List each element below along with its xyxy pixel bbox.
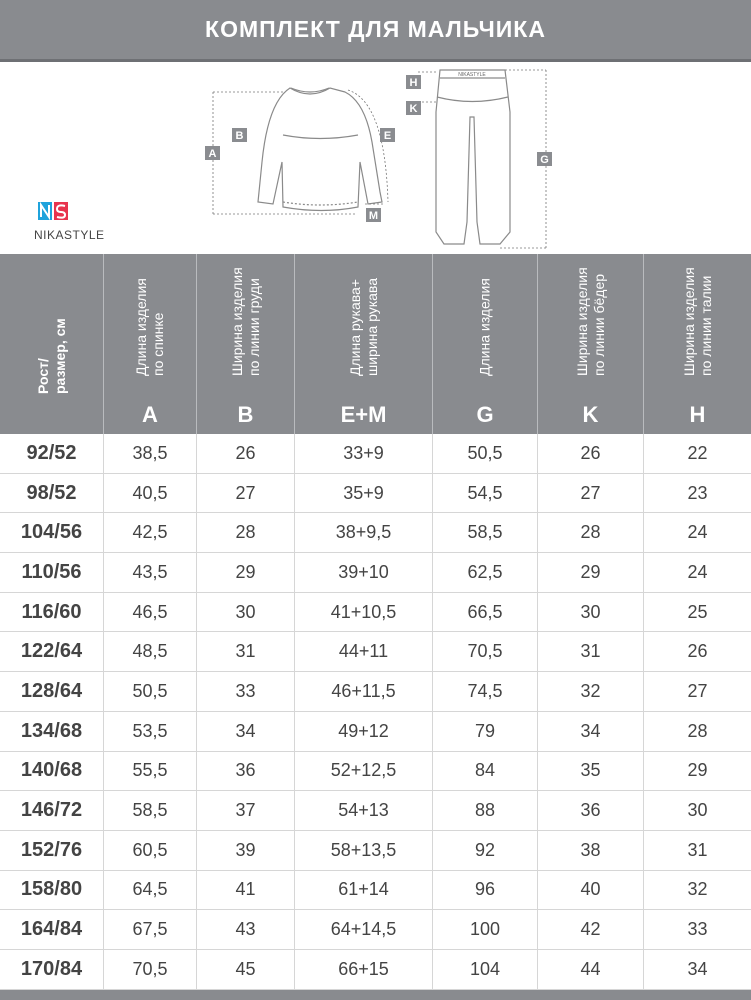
table-row (0, 434, 751, 474)
size-cell: 170/84 (0, 950, 104, 989)
measurement-cell: 42 (538, 910, 644, 949)
table-row (0, 712, 751, 752)
table-row (0, 513, 751, 553)
table-row (0, 831, 751, 871)
measurement-cell: 26 (197, 434, 295, 473)
measurement-cell: 40,5 (104, 474, 197, 513)
measurement-cell: 36 (538, 791, 644, 830)
measurement-cell: 30 (687, 800, 708, 821)
column-header-line: Длина изделия (133, 278, 149, 376)
table-body (0, 434, 751, 990)
measurement-cell: 58+13,5 (295, 831, 433, 870)
measurement-cell: 64+14,5 (295, 910, 433, 949)
table-row (0, 871, 751, 911)
size-cell: 134/68 (0, 712, 104, 751)
column-letter: G (476, 402, 494, 427)
size-cell: 110/56 (0, 553, 104, 592)
measurement-cell: 27 (687, 680, 708, 701)
measurement-cell: 28 (197, 513, 295, 552)
measurement-cell: 50,5 (433, 434, 538, 473)
column-header-label (347, 216, 381, 376)
measurement-cell: 30 (197, 593, 295, 632)
measurement-cell: 34 (538, 712, 644, 751)
size-cell: 146/72 (0, 791, 104, 830)
column-header-label (574, 216, 608, 376)
measurement-cell: 79 (433, 712, 538, 751)
table-row (0, 950, 751, 990)
measurement-cell: 30 (538, 593, 644, 632)
table-header (0, 254, 751, 434)
column-header (433, 254, 538, 434)
label-b-text: B (235, 130, 244, 142)
measurement-cell: 28 (538, 513, 644, 552)
measurement-cell: 61+14 (295, 871, 433, 910)
measurement-cell: 33 (687, 919, 708, 940)
measurement-cell: 44+11 (295, 632, 433, 671)
column-header (197, 254, 295, 434)
column-header-line: Длина изделия (476, 278, 493, 376)
measurement-cell: 100 (433, 910, 538, 949)
column-header-line: по линии груди (245, 278, 262, 376)
measurement-cell: 24 (687, 561, 708, 582)
column-header-line: Ширина изделия (228, 267, 245, 376)
measurement-cell: 24 (687, 522, 708, 543)
measurement-cell: 23 (687, 482, 708, 503)
measurement-cell: 46+11,5 (295, 672, 433, 711)
measurement-cell: 53,5 (104, 712, 197, 751)
label-h-text: H (409, 77, 418, 89)
measurement-cell: 34 (197, 712, 295, 751)
column-header (644, 254, 751, 434)
measurement-cell: 74,5 (433, 672, 538, 711)
column-letter: E+M (340, 402, 387, 427)
shirt-illustration (258, 88, 382, 211)
column-header-line: по линии бёдер (590, 273, 607, 376)
measurement-cell: 31 (687, 839, 708, 860)
measurement-cell: 54,5 (433, 474, 538, 513)
column-letter: A (142, 402, 158, 427)
measurement-cell: 29 (197, 553, 295, 592)
measurement-cell: 27 (197, 474, 295, 513)
title-bar (0, 0, 751, 62)
measurement-cell: 26 (687, 641, 708, 662)
measurement-cell: 66,5 (433, 593, 538, 632)
footer-bar (0, 990, 751, 1000)
measurement-cell: 58,5 (104, 791, 197, 830)
measurement-cell: 45 (197, 950, 295, 989)
measurement-cell: 70,5 (104, 950, 197, 989)
waistband-text: NIKASTYLE (458, 72, 486, 78)
size-cell: 116/60 (0, 593, 104, 632)
column-letter: K (582, 402, 599, 427)
measurement-cell: 49+12 (295, 712, 433, 751)
table-row (0, 474, 751, 514)
measurement-cell: 96 (433, 871, 538, 910)
size-cell: 128/64 (0, 672, 104, 711)
measurement-cell: 38+9,5 (295, 513, 433, 552)
column-letter: H (689, 402, 706, 427)
measurement-cell: 62,5 (433, 553, 538, 592)
measurement-cell: 27 (538, 474, 644, 513)
size-cell: 122/64 (0, 632, 104, 671)
measurement-cell: 40 (538, 871, 644, 910)
measurement-cell: 52+12,5 (295, 752, 433, 791)
measurement-cell: 70,5 (433, 632, 538, 671)
measurement-cell: 37 (197, 791, 295, 830)
measurement-cell: 33+9 (295, 434, 433, 473)
measurement-cell: 34 (687, 958, 708, 979)
shirt-labels (205, 128, 395, 222)
measurement-cell: 35+9 (295, 474, 433, 513)
column-header-label (229, 216, 263, 376)
column-header-line: по линии талии (697, 275, 714, 376)
measurement-cell: 60,5 (104, 831, 197, 870)
measurement-cell: 32 (538, 672, 644, 711)
brand-logo-mark (38, 202, 68, 220)
measurement-cell: 31 (197, 632, 295, 671)
column-header-line: Длина рукава+ (346, 279, 363, 376)
brand-name: NIKASTYLE (34, 228, 105, 242)
label-k-text: K (409, 103, 418, 115)
column-header-label (477, 216, 494, 376)
size-cell: 98/52 (0, 474, 104, 513)
measurement-cell: 29 (538, 553, 644, 592)
table-row (0, 791, 751, 831)
size-cell: 158/80 (0, 871, 104, 910)
table-row (0, 910, 751, 950)
measurement-cell: 35 (538, 752, 644, 791)
column-header (104, 254, 197, 434)
measurement-cell: 55,5 (104, 752, 197, 791)
table-row (0, 752, 751, 792)
measurement-cell: 39 (197, 831, 295, 870)
measurement-cell: 66+15 (295, 950, 433, 989)
column-header-line: Ширина изделия (680, 267, 697, 376)
measurement-cell: 50,5 (104, 672, 197, 711)
measurement-cell: 64,5 (104, 871, 197, 910)
label-m-text: M (368, 210, 379, 222)
measurement-cell: 58,5 (433, 513, 538, 552)
measurement-cell: 32 (687, 879, 708, 900)
measurement-cell: 41+10,5 (295, 593, 433, 632)
measurement-cell: 42,5 (104, 513, 197, 552)
measurement-cell: 41 (197, 871, 295, 910)
column-header-label (133, 216, 167, 376)
measurement-cell: 31 (538, 632, 644, 671)
measurement-cell: 36 (197, 752, 295, 791)
measurement-cell: 46,5 (104, 593, 197, 632)
measurement-cell: 29 (687, 760, 708, 781)
size-cell: 140/68 (0, 752, 104, 791)
column-header-line: ширина рукава (363, 278, 380, 376)
column-letter: B (237, 402, 254, 427)
label-e-text: E (383, 130, 392, 142)
table-row (0, 672, 751, 712)
measurement-cell: 33 (197, 672, 295, 711)
measurement-cell: 43 (197, 910, 295, 949)
measurement-cell: 38 (538, 831, 644, 870)
column-header-line: размер, см (51, 318, 68, 394)
column-header-line: Ширина изделия (573, 267, 590, 376)
table-row (0, 593, 751, 633)
column-header (295, 254, 433, 434)
column-header-line: Рост/ (34, 358, 51, 394)
table-row (0, 632, 751, 672)
column-header (0, 254, 104, 434)
measurement-cell: 92 (433, 831, 538, 870)
measurement-cell: 104 (433, 950, 538, 989)
measurement-cell: 39+10 (295, 553, 433, 592)
size-cell: 152/76 (0, 831, 104, 870)
measurement-cell: 43,5 (104, 553, 197, 592)
measurement-cell: 84 (433, 752, 538, 791)
measurement-cell: 48,5 (104, 632, 197, 671)
pants-illustration (436, 70, 510, 244)
size-cell: 92/52 (0, 434, 104, 473)
measurement-cell: 26 (538, 434, 644, 473)
measurement-cell: 22 (687, 442, 708, 463)
measurement-cell: 44 (538, 950, 644, 989)
label-g-text: G (540, 154, 549, 166)
page-title: КОМПЛЕКТ ДЛЯ МАЛЬЧИКА (205, 16, 546, 42)
measurement-cell: 25 (687, 601, 708, 622)
column-header-label (681, 216, 715, 376)
pants-labels (406, 75, 552, 166)
measurement-cell: 54+13 (295, 791, 433, 830)
column-header-line: по спинке (150, 312, 166, 376)
column-header (538, 254, 644, 434)
measurement-cell: 67,5 (104, 910, 197, 949)
measurement-cell: 88 (433, 791, 538, 830)
measurement-cell: 38,5 (104, 434, 197, 473)
size-table (0, 254, 751, 990)
size-cell: 104/56 (0, 513, 104, 552)
measurement-cell: 28 (687, 720, 708, 741)
table-row (0, 553, 751, 593)
size-cell: 164/84 (0, 910, 104, 949)
column-header-label (35, 234, 69, 394)
label-a-text: A (208, 148, 217, 160)
